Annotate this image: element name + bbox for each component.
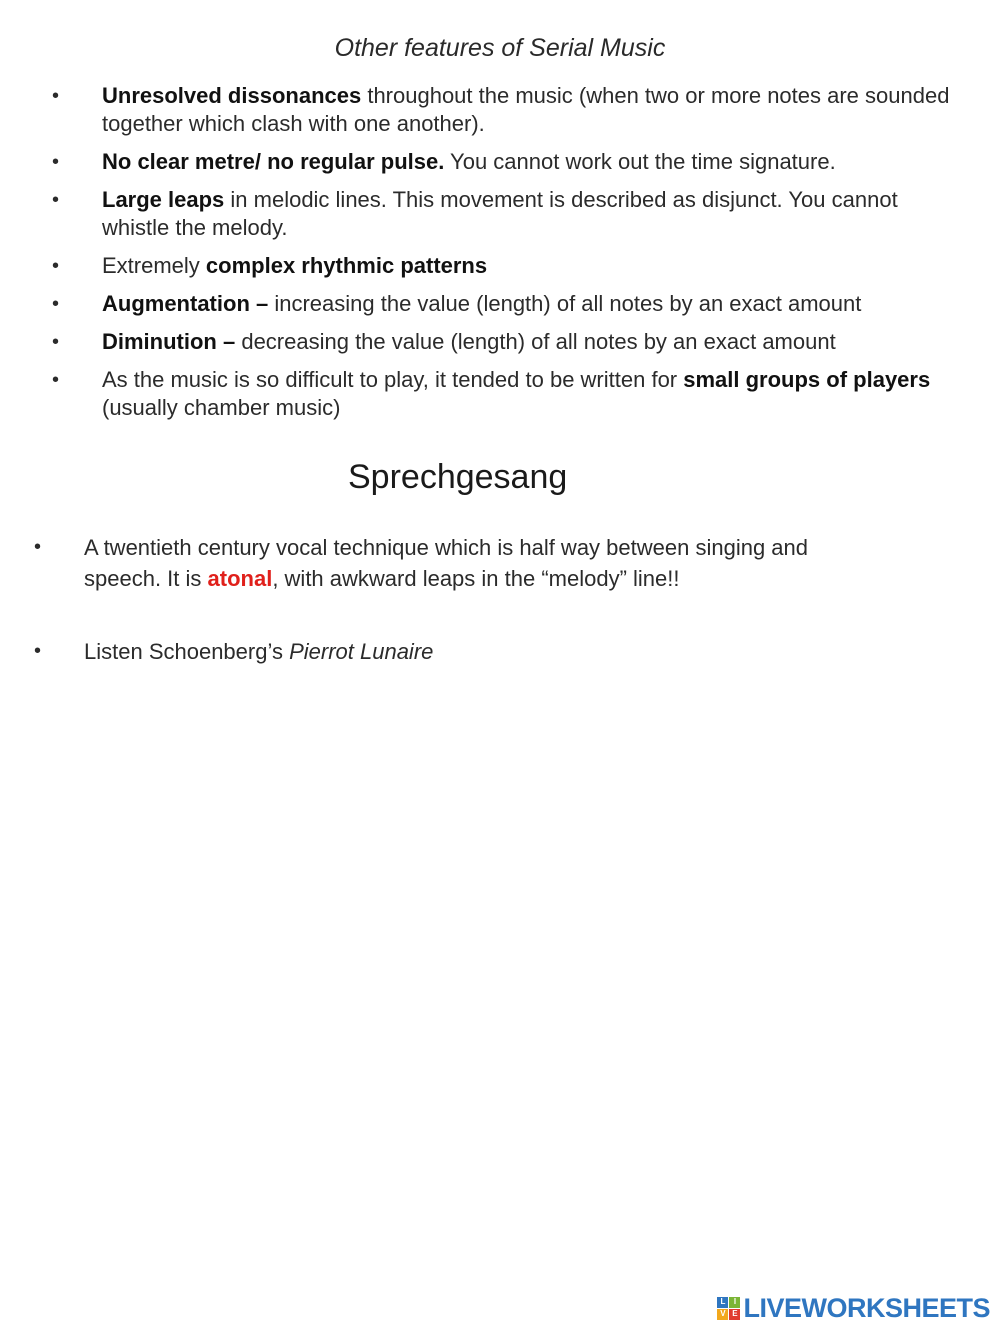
feature-text: decreasing the value (length) of all notes by an exact amount (235, 329, 836, 354)
sprech-text: , with awkward leaps in the “melody” line!! (272, 566, 680, 591)
sprech-text: A twentieth century vocal technique which is half way between singing and speech. It is (84, 535, 808, 591)
feature-pre: Extremely (102, 253, 206, 278)
feature-text: in melodic lines. This movement is described as disjunct. You cannot whistle the melody. (102, 187, 898, 240)
feature-bold: Unresolved dissonances (102, 83, 362, 108)
bullet-icon: • (52, 331, 60, 353)
feature-item (0, 82, 1000, 138)
bullet-icon: • (34, 536, 42, 558)
sprechgesang-list (0, 532, 1000, 667)
feature-item (0, 366, 1000, 422)
feature-item (0, 328, 1000, 356)
feature-text: increasing the value (length) of all notes by an exact amount (268, 291, 862, 316)
logo-mark-icon (717, 1297, 740, 1320)
feature-bold: No clear metre/ no regular pulse. (102, 149, 445, 174)
feature-bold: small groups of players (683, 367, 931, 392)
feature-bold: Large leaps (102, 187, 225, 212)
feature-item (0, 186, 1000, 242)
feature-pre: As the music is so difficult to play, it tended to be written for (102, 367, 684, 392)
feature-text: You cannot work out the time signature. (444, 149, 836, 174)
features-list (0, 82, 1000, 432)
feature-bold: Diminution – (102, 329, 236, 354)
page-heading: Other features of Serial Music (334, 34, 666, 62)
bullet-icon: • (52, 189, 60, 211)
feature-text: (usually chamber music) (102, 395, 341, 420)
listen-text: Listen Schoenberg’s (84, 639, 290, 664)
feature-bold: Augmentation – (102, 291, 269, 316)
sprechgesang-item (0, 636, 1000, 667)
logo-mark-letter: L (717, 1297, 728, 1308)
bullet-icon: • (34, 640, 42, 662)
work-title: Pierrot Lunaire (289, 639, 434, 664)
bullet-icon: • (52, 255, 60, 277)
bullet-icon: • (52, 151, 60, 173)
sprechgesang-item (0, 532, 1000, 594)
logo-mark-letter: V (717, 1309, 728, 1320)
section-title: Sprechgesang (348, 458, 568, 496)
bullet-icon: • (52, 369, 60, 391)
logo-mark-letter: I (729, 1297, 740, 1308)
bullet-icon: • (52, 85, 60, 107)
atonal-highlight: atonal (207, 566, 273, 591)
logo-text: LIVEWORKSHEETS (743, 1292, 990, 1323)
logo-mark-letter: E (729, 1309, 740, 1320)
bullet-icon: • (52, 293, 60, 315)
feature-item (0, 290, 1000, 318)
feature-text: throughout the music (when two or more notes are sounded together which clash with one another). (102, 83, 950, 136)
feature-item (0, 252, 1000, 280)
feature-bold: complex rhythmic patterns (205, 253, 488, 278)
liveworksheets-logo (717, 1292, 990, 1324)
feature-item (0, 148, 1000, 176)
